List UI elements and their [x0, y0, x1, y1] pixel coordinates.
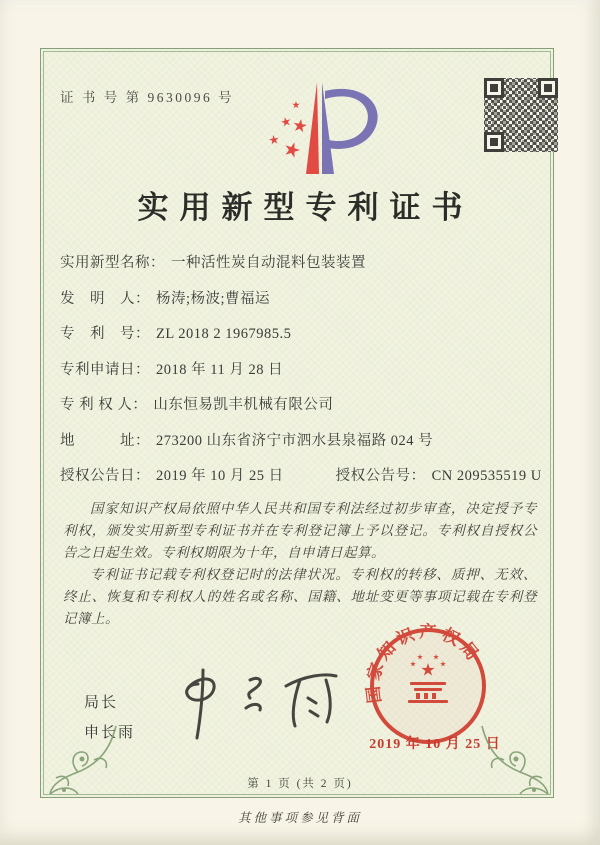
qr-code-icon [484, 78, 558, 152]
patent-logo-icon [262, 78, 392, 180]
field-label: 发 明 人： [60, 290, 150, 307]
field-address [60, 431, 530, 452]
field-value: 杨涛;杨波;曹福运 [156, 290, 271, 307]
grant-number-value: CN 209535519 U [431, 468, 542, 484]
signer-title: 局长 [84, 695, 119, 711]
back-note: 其他事项参见背面 [237, 811, 362, 825]
field-utility-model-name [60, 253, 530, 274]
field-value: 山东恒易凯丰机械有限公司 [153, 397, 334, 413]
qr-finder-icon [484, 132, 504, 152]
field-label: 专 利 号： [60, 326, 150, 342]
field-value: 2018 年 11 月 28 日 [156, 361, 284, 378]
field-value: ZL 2018 2 1967985.5 [156, 326, 292, 342]
field-grant-row [60, 466, 542, 487]
grant-number-label: 授权公告号： [335, 468, 426, 484]
field-label: 专利申请日： [60, 361, 150, 378]
grant-date-label: 授权公告日： [60, 468, 150, 484]
legal-text [63, 498, 537, 630]
certificate-number: 证 书 号 第 9630096 号 [60, 90, 235, 105]
signer-name: 申长雨 [84, 725, 136, 741]
field-label: 实用新型名称： [60, 255, 165, 271]
field-value: 273200 山东省济宁市泗水县泉福路 024 号 [156, 432, 434, 449]
field-patent-number [60, 324, 530, 345]
qr-finder-icon [538, 78, 558, 98]
field-list [60, 253, 542, 502]
field-inventors [60, 289, 530, 310]
page-number: 第 1 页 (共 2 页) [247, 778, 353, 790]
seal-date: 2019 年 10 月 25 日 [369, 737, 501, 752]
grant-date-value: 2019 年 10 月 25 日 [156, 468, 284, 484]
field-patentee [60, 395, 530, 416]
legal-paragraph-1: 国家知识产权局依照中华人民共和国专利法经过初步审查，决定授予专利权，颁发实用新型专利证书并在专利登记簿上予以登记。专利权自授权公告之日起生效。专利权期限为十年，自申请日起算。 [63, 501, 537, 560]
qr-finder-icon [484, 78, 504, 98]
field-value: 一种活性炭自动混料包装装置 [171, 255, 366, 271]
certificate-title: 实用新型专利证书 [137, 190, 474, 225]
field-filing-date [60, 360, 530, 381]
field-label: 地 址： [60, 432, 150, 449]
signature-icon [158, 658, 358, 753]
seal-agency-text: 国家知识产权局 [363, 622, 485, 705]
legal-paragraph-2: 专利证书记载专利权登记时的法律状况。专利权的转移、质押、无效、终止、恢复和专利权人的姓名或名称、国籍、地址变更等事项记载在专利登记簿上。 [63, 567, 537, 626]
field-label: 专 利 权 人： [60, 397, 148, 413]
